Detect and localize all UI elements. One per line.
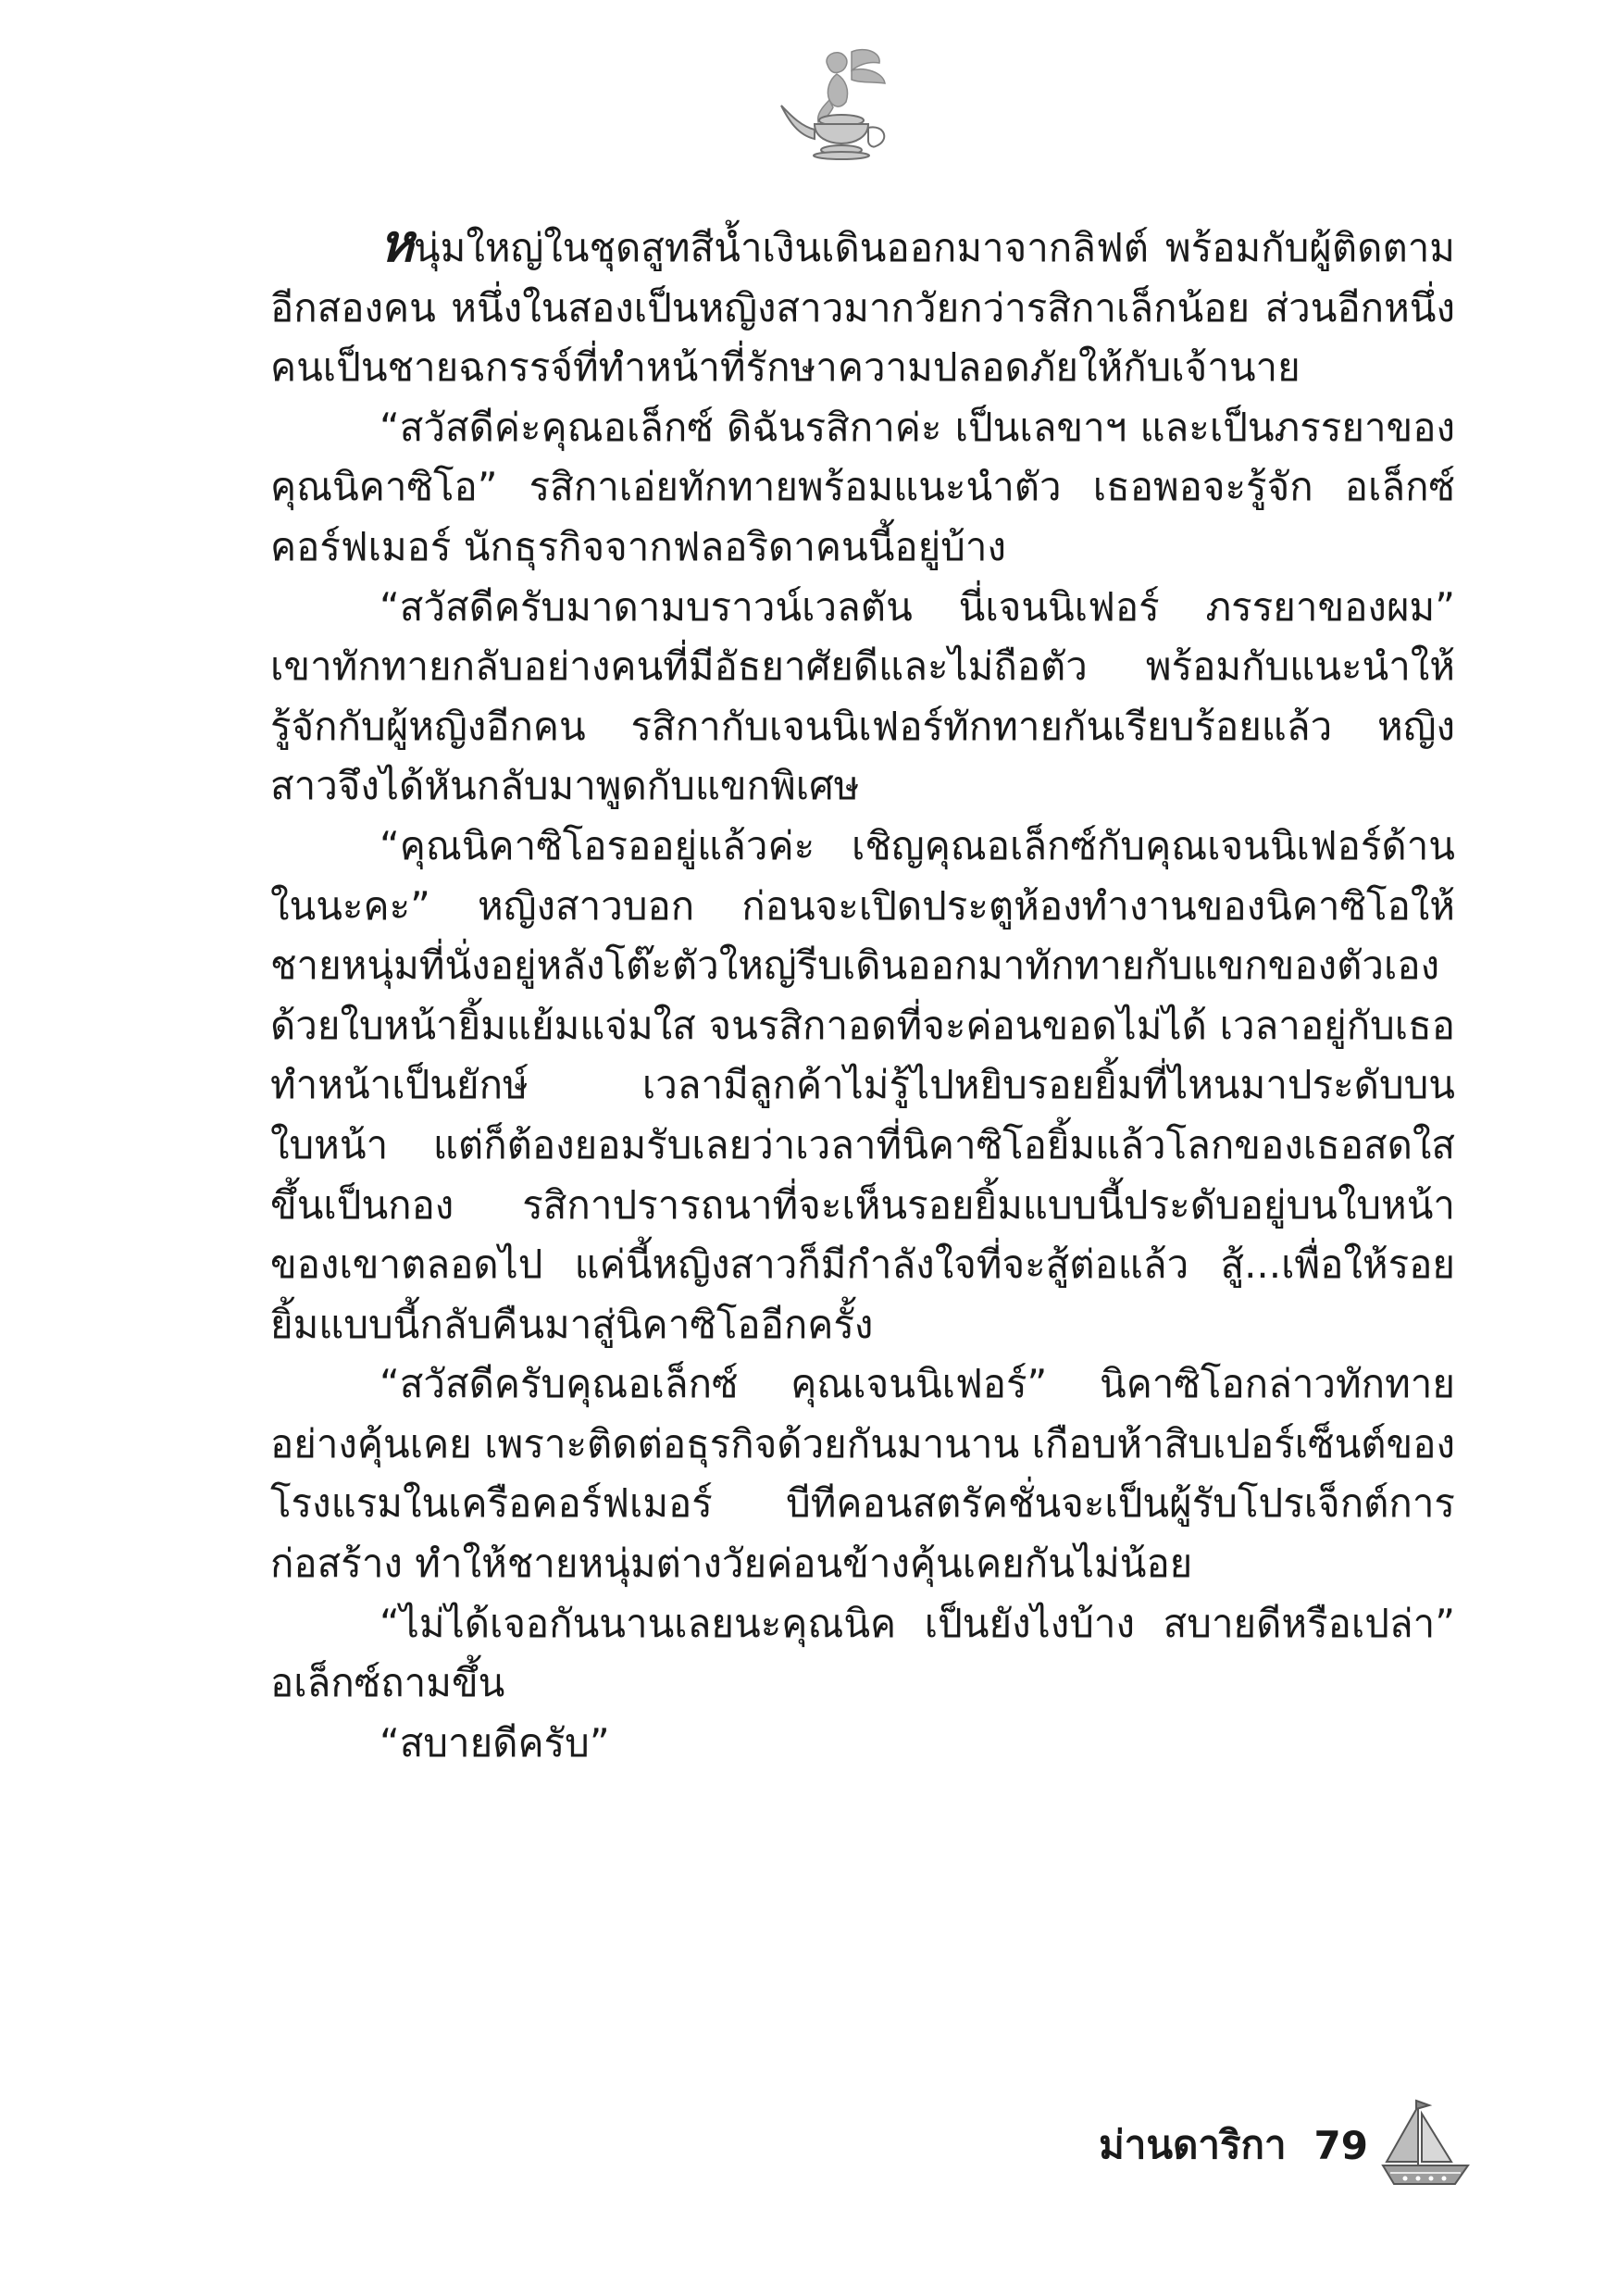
sailboat-icon: [1381, 2097, 1470, 2193]
paragraph: “สวัสดีครับคุณอเล็กซ์ คุณเจนนิเฟอร์” นิคาซิโอกล่าวทักทายอย่างคุ้นเคย เพราะติดต่อธุรกิจด้วยกันมานาน เกือบห้าสิบเปอร์เซ็นต์ของโรงแรมในเครือคอร์ฟเมอร์ บีทีคอนสตรัคชั่นจะเป็นผู้รับโปรเจ็กต์การก่อสร้าง ทำให้ชายหนุ่มต่างวัยค่อนข้างคุ้นเคยกันไม่น้อย: [270, 1361, 1455, 1587]
book-title: ม่านดาริกา: [1099, 2122, 1287, 2167]
dropcap: ห: [380, 214, 414, 274]
body-text: [270, 214, 1455, 1773]
teapot-fairy-icon: [772, 46, 911, 185]
page-number: 79: [1313, 2122, 1368, 2168]
paragraph: “ไม่ได้เจอกันนานเลยนะคุณนิค เป็นยังไงบ้าง สบายดีหรือเปล่า” อเล็กซ์ถามขึ้น: [270, 1600, 1455, 1706]
paragraph: [270, 214, 1455, 398]
paragraph: “สบายดีครับ”: [380, 1719, 610, 1766]
paragraph: “สวัสดีครับมาดามบราวน์เวลตัน นี่เจนนิเฟอร์ ภรรยาของผม” เขาทักทายกลับอย่างคนที่มีอัธยาศัยดีและไม่ถือตัว พร้อมกับแนะนำให้รู้จักกับผู้หญิงอีกคน รสิกากับเจนนิเฟอร์ทักทายกันเรียบร้อยแล้ว หญิงสาวจึงได้หันกลับมาพูดกับแขกพิเศษ: [270, 583, 1455, 809]
paragraph: “คุณนิคาซิโอรออยู่แล้วค่ะ เชิญคุณอเล็กซ์กับคุณเจนนิเฟอร์ด้านในนะคะ” หญิงสาวบอก ก่อนจะเปิดประตูห้องทำงานของนิคาซิโอให้ ชายหนุ่มที่นั่งอยู่หลังโต๊ะตัวใหญ่รีบเดินออกมาทักทายกับแขกของตัวเองด้วยใบหน้ายิ้มแย้มแจ่มใส จนรสิกาอดที่จะค่อนขอดไม่ได้ เวลาอยู่กับเธอทำหน้าเป็นยักษ์ เวลามีลูกค้าไม่รู้ไปหยิบรอยยิ้มที่ไหนมาประดับบนใบหน้า แต่ก็ต้องยอมรับเลยว่าเวลาที่นิคาซิโอยิ้มแล้วโลกของเธอสดใสขึ้นเป็นกอง รสิกาปรารถนาที่จะเห็นรอยยิ้มแบบนี้ประดับอยู่บนใบหน้าของเขาตลอดไป แค่นี้หญิงสาวก็มีกำลังใจที่จะสู้ต่อแล้ว สู้...เพื่อให้รอยยิ้มแบบนี้กลับคืนมาสู่นิคาซิโออีกครั้ง: [270, 822, 1455, 1347]
paragraph: “สวัสดีค่ะคุณอเล็กซ์ ดิฉันรสิกาค่ะ เป็นเลขาฯ และเป็นภรรยาของคุณนิคาซิโอ” รสิกาเอ่ยทักทายพร้อมแนะนำตัว เธอพอจะรู้จัก อเล็กซ์ คอร์ฟเมอร์ นักธุรกิจจากฟลอริดาคนนี้อยู่บ้าง: [270, 404, 1455, 569]
paragraph-text: นุ่มใหญ่ในชุดสูทสีน้ำเงินเดินออกมาจากลิฟต์ พร้อมกับผู้ติดตามอีกสองคน หนึ่งในสองเป็นหญิงสาวมากวัยกว่ารสิกาเล็กน้อย ส่วนอีกหนึ่งคนเป็นชายฉกรรจ์ที่ทำหน้าที่รักษาความปลอดภัยให้กับเจ้านาย: [270, 225, 1455, 391]
page-footer: [1099, 2094, 1470, 2196]
